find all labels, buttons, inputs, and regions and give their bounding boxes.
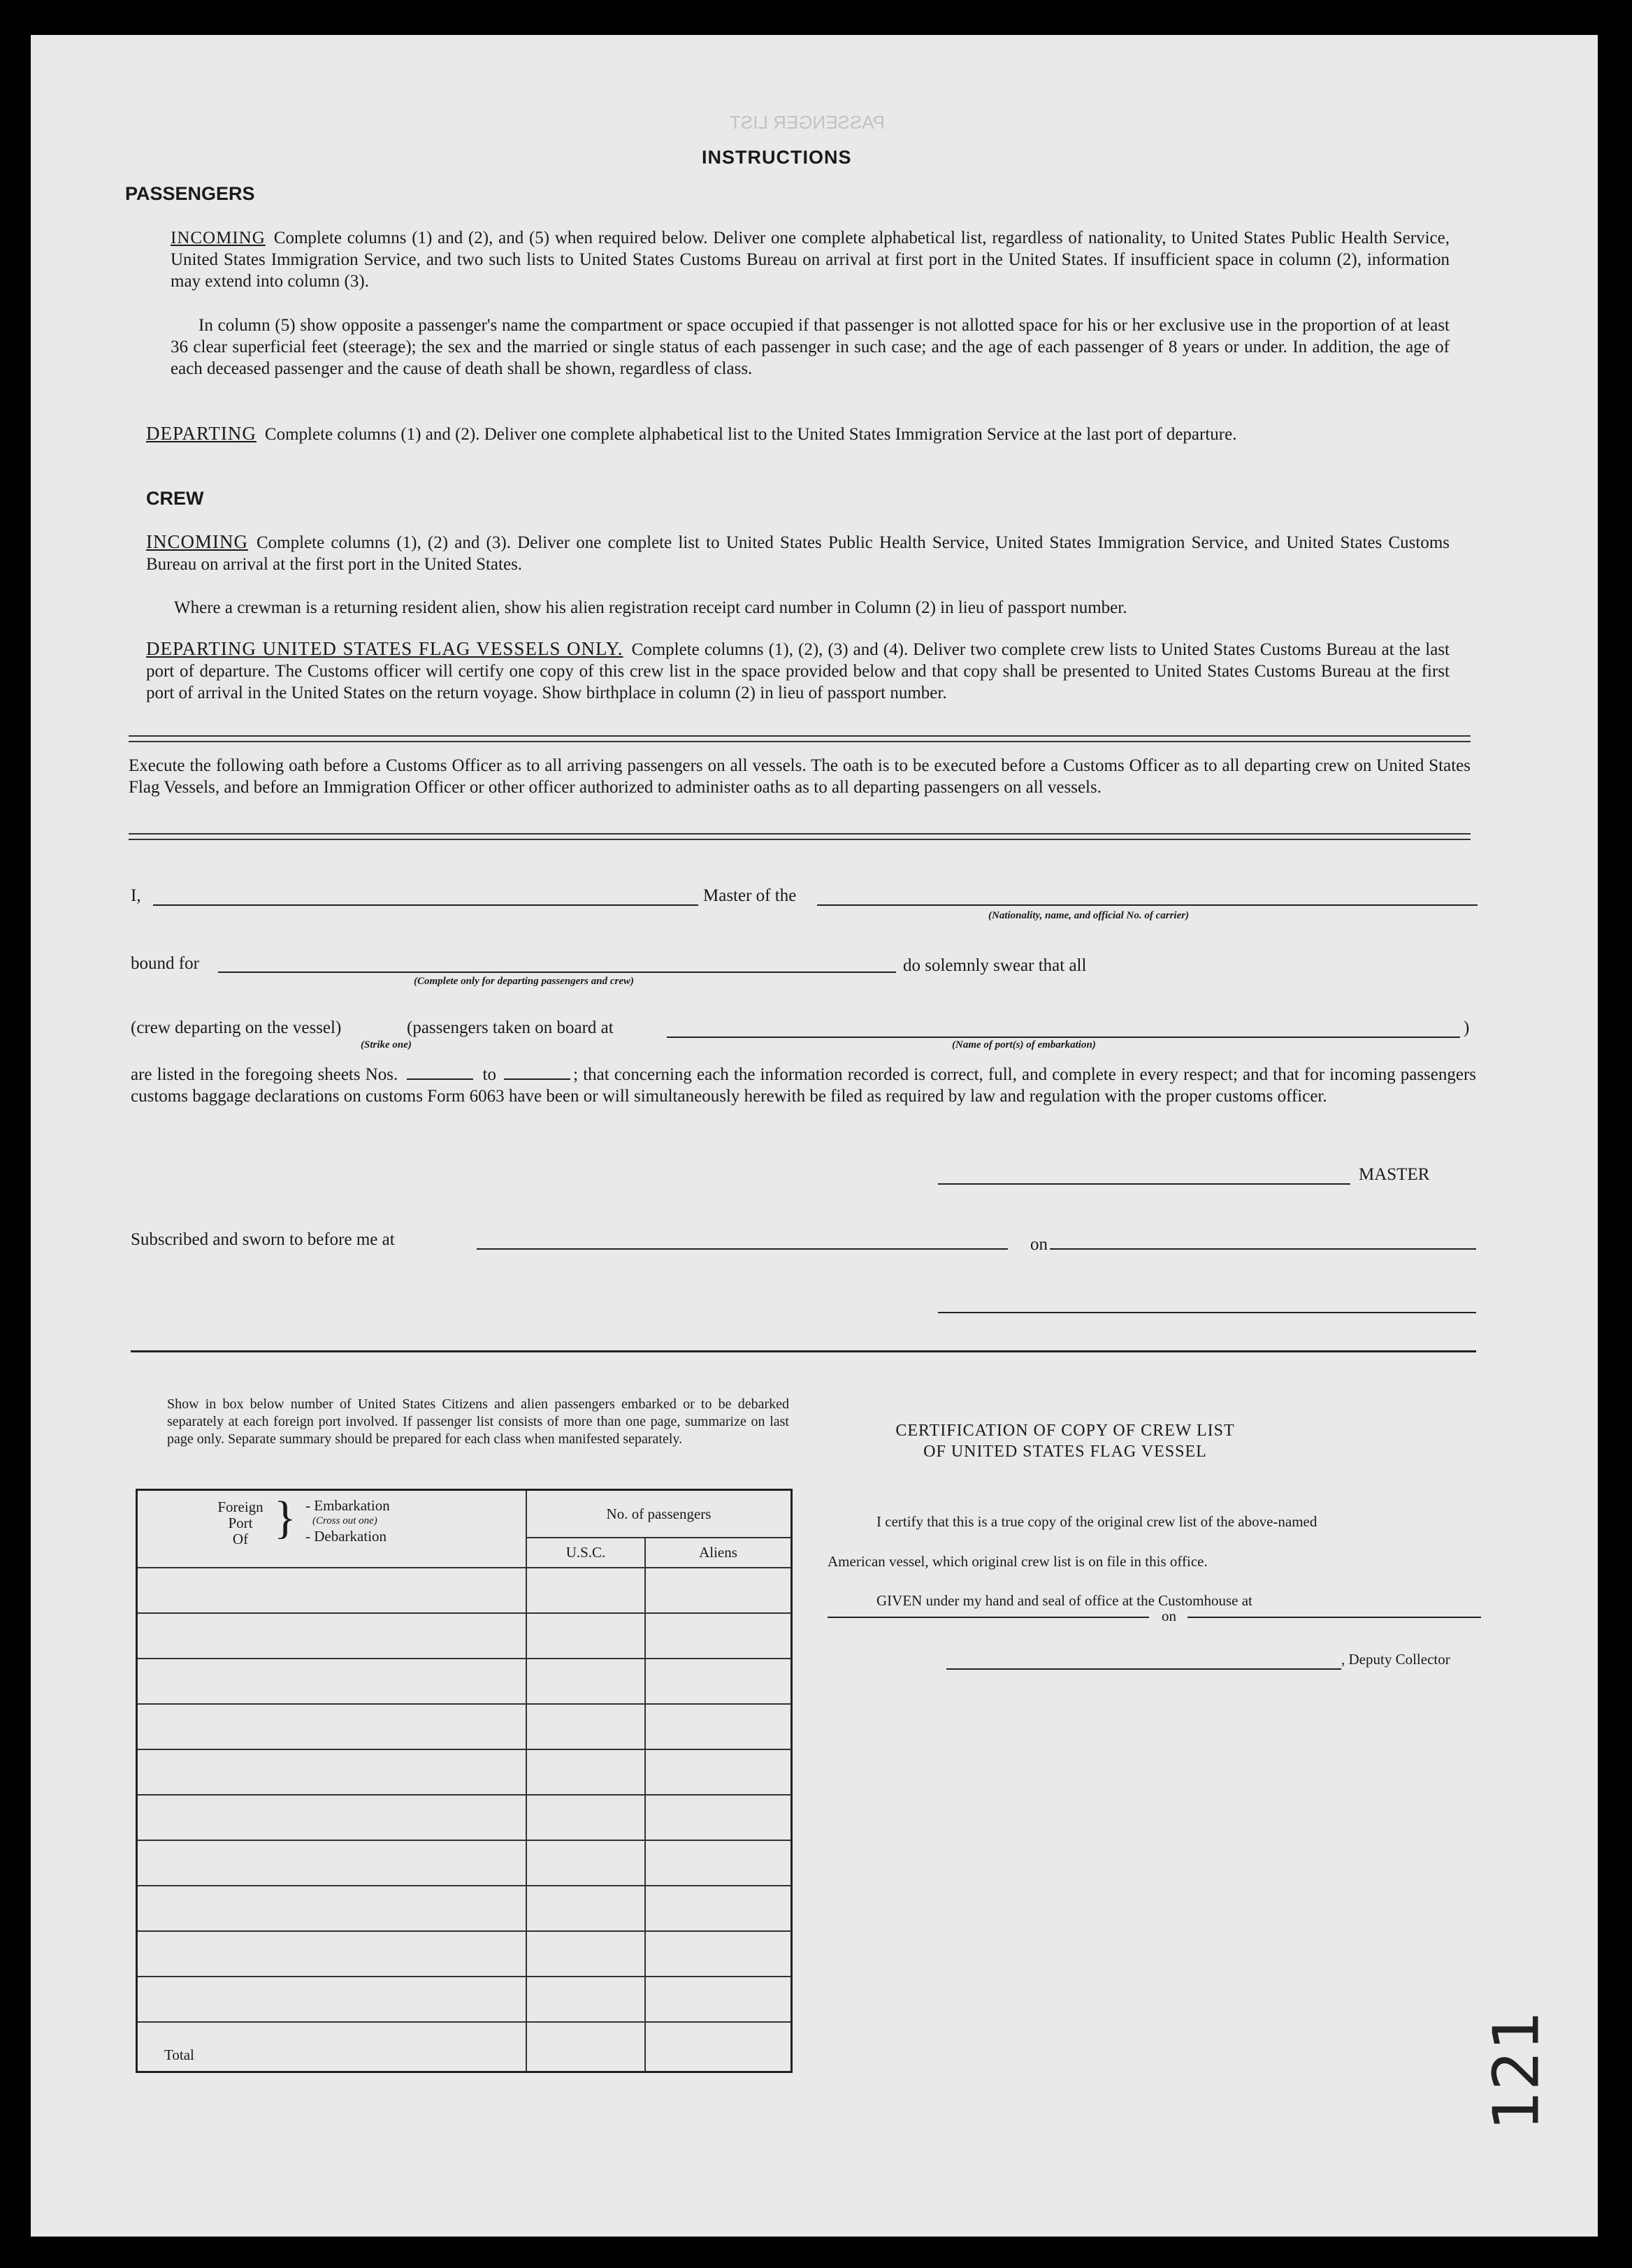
passenger-summary-table bbox=[136, 1489, 793, 2073]
aliens-header: Aliens bbox=[645, 1538, 792, 1567]
oath-i-label: I, bbox=[131, 886, 141, 905]
sheet-from-field[interactable] bbox=[407, 1078, 473, 1080]
port-cell[interactable] bbox=[137, 1886, 527, 1931]
table-row bbox=[137, 1886, 792, 1931]
bleed-through-stamp: PASSENGER LIST bbox=[730, 112, 886, 133]
sworn-date-field[interactable] bbox=[1050, 1248, 1476, 1250]
port-cell[interactable] bbox=[137, 1931, 527, 1977]
port-cell[interactable] bbox=[137, 1749, 527, 1795]
usc-cell[interactable] bbox=[526, 1977, 645, 2022]
close-paren: ) bbox=[1464, 1018, 1470, 1037]
carrier-caption: (Nationality, name, and official No. of carrier) bbox=[988, 910, 1190, 921]
bound-for-field[interactable] bbox=[218, 972, 896, 973]
total-usc-cell[interactable] bbox=[526, 2022, 645, 2072]
table-row bbox=[137, 1659, 792, 1704]
total-row bbox=[137, 2022, 792, 2072]
passengers-incoming-text: Complete columns (1) and (2), and (5) when required below. Deliver one complete alphabetical list, regardless of nationality, to United States Public Health Service, United States Immigration Service, and two such lists to United States Customs Bureau on arrival at first port in the United States. If insufficient space in column (2), information may extend into column (3). bbox=[171, 229, 1450, 291]
aliens-cell[interactable] bbox=[645, 1931, 792, 1977]
of-label: Of bbox=[232, 1531, 249, 1547]
certification-title bbox=[862, 1420, 1268, 1462]
crew-incoming-label: INCOMING bbox=[146, 531, 248, 552]
oath-intro: Execute the following oath before a Customs Officer as to all arriving passengers on all vessels. The oath is to be executed before a Customs Officer as to all departing crew on United States Flag Vessels, and before an Immigration Officer or other officer authorized to administer oaths as to all departing passengers on all vessels. bbox=[129, 756, 1471, 797]
swear-label: do solemnly swear that all bbox=[903, 956, 1087, 975]
aliens-cell[interactable] bbox=[645, 1568, 792, 1613]
master-of-label: Master of the bbox=[703, 886, 797, 905]
table-row bbox=[137, 1568, 792, 1613]
table-row bbox=[137, 1931, 792, 1977]
crew-departing-label: DEPARTING UNITED STATES FLAG VESSELS ONLY. bbox=[146, 638, 623, 659]
passengers-taken-option: (passengers taken on board at bbox=[407, 1018, 614, 1037]
summary-instructions: Show in box below number of United States Citizens and alien passengers embarked or to be debarked separately at each foreign port involved. If passenger list consists of more than one page, summarize on last page only. Separate summary should be prepared for each class when manifested separately. bbox=[167, 1396, 789, 1447]
port-cell[interactable] bbox=[137, 1613, 527, 1659]
debarkation-label: - Debarkation bbox=[305, 1528, 387, 1545]
embarkation-port-field[interactable] bbox=[667, 1037, 1460, 1038]
passengers-column5-text: In column (5) show opposite a passenger's name the compartment or space occupied if that passenger is not allotted space for his or her exclusive use in the proportion of at least 36 clear superficial feet (steerage); the sex and the married or single status of each passenger in such case; and the age of each passenger of 8 years or under. In addition, the age of each deceased passenger and the cause of death shall be shown, regardless of class. bbox=[171, 316, 1450, 378]
certification-title-line2: OF UNITED STATES FLAG VESSEL bbox=[923, 1443, 1207, 1461]
usc-cell[interactable] bbox=[526, 1749, 645, 1795]
passengers-departing-label: DEPARTING bbox=[146, 423, 257, 444]
aliens-cell[interactable] bbox=[645, 1659, 792, 1704]
port-caption: (Name of port(s) of embarkation) bbox=[952, 1039, 1096, 1050]
table-row bbox=[137, 1977, 792, 2022]
subscribed-label: Subscribed and sworn to before me at bbox=[131, 1230, 395, 1249]
usc-cell[interactable] bbox=[526, 1886, 645, 1931]
divider-rule bbox=[129, 735, 1471, 737]
foreign-label: Foreign bbox=[217, 1498, 263, 1515]
table-row bbox=[137, 1613, 792, 1659]
listed-to: to bbox=[482, 1065, 496, 1084]
certification-on-label: on bbox=[1162, 1608, 1176, 1624]
usc-cell[interactable] bbox=[526, 1795, 645, 1840]
crew-departing-paragraph bbox=[146, 638, 1450, 704]
passengers-departing-paragraph bbox=[146, 423, 1450, 445]
table-row bbox=[137, 1795, 792, 1840]
usc-cell[interactable] bbox=[526, 1613, 645, 1659]
aliens-cell[interactable] bbox=[645, 1795, 792, 1840]
port-label: Port bbox=[228, 1515, 253, 1531]
port-cell[interactable] bbox=[137, 1568, 527, 1613]
total-aliens-cell[interactable] bbox=[645, 2022, 792, 2072]
master-name-field[interactable] bbox=[153, 904, 698, 906]
table-row bbox=[137, 1840, 792, 1886]
crew-incoming-paragraph bbox=[146, 531, 1450, 575]
port-cell[interactable] bbox=[137, 1840, 527, 1886]
no-of-passengers-header: No. of passengers bbox=[526, 1490, 792, 1538]
deputy-collector-label: , Deputy Collector bbox=[1341, 1651, 1450, 1668]
table-row bbox=[137, 1749, 792, 1795]
certification-title-line1: CERTIFICATION OF COPY OF CREW LIST bbox=[895, 1422, 1235, 1440]
crew-departing-text: Complete columns (1), (2), (3) and (4). Deliver two complete crew lists to United States Customs Bureau at the last port of departure. The Customs officer will certify one copy of this crew list in the space provided below and that copy shall be presented to United States Customs Bureau at the first port of arrival in the United States on the return voyage. Show birthplace in column (2) in lieu of passport number. bbox=[146, 640, 1450, 702]
passengers-incoming-label: INCOMING bbox=[171, 229, 266, 247]
aliens-cell[interactable] bbox=[645, 1886, 792, 1931]
usc-header: U.S.C. bbox=[526, 1538, 645, 1567]
deputy-collector-signature-field[interactable] bbox=[946, 1668, 1341, 1670]
carrier-field[interactable] bbox=[817, 904, 1478, 906]
crew-heading: CREW bbox=[146, 488, 204, 509]
certify-line2: American vessel, which original crew list is on file in this office. bbox=[828, 1553, 1208, 1570]
certify-line1: I certify that this is a true copy of the original crew list of the above-named bbox=[876, 1513, 1317, 1530]
page-title: INSTRUCTIONS bbox=[702, 147, 852, 168]
listed-text-2: ; that concerning each the information recorded is correct, full, and complete in every respect; and that for incoming passengers customs baggage declarations on customs Form 6063 have been or will simultaneously herewith be filed as required by law and regulation with the proper customs officer. bbox=[131, 1065, 1477, 1106]
usc-cell[interactable] bbox=[526, 1931, 645, 1977]
crew-departing-option: (crew departing on the vessel) bbox=[131, 1018, 342, 1037]
port-cell[interactable] bbox=[137, 1795, 527, 1840]
given-line: GIVEN under my hand and seal of office at the Customhouse at bbox=[876, 1592, 1252, 1609]
aliens-cell[interactable] bbox=[645, 1704, 792, 1749]
embarkation-label: - Embarkation bbox=[305, 1497, 390, 1514]
crew-alien-paragraph: Where a crewman is a returning resident alien, show his alien registration receipt card number in Column (2) in lieu of passport number. bbox=[174, 598, 1127, 617]
strike-one-caption: (Strike one) bbox=[361, 1039, 412, 1050]
master-label: MASTER bbox=[1359, 1165, 1430, 1184]
sworn-on-label: on bbox=[1030, 1235, 1048, 1254]
brace-icon: } bbox=[274, 1492, 296, 1543]
port-cell[interactable] bbox=[137, 1704, 527, 1749]
sheet-to-field[interactable] bbox=[504, 1078, 570, 1080]
customhouse-field[interactable] bbox=[828, 1617, 1149, 1618]
passengers-departing-text: Complete columns (1) and (2). Deliver one complete alphabetical list to the United States Immigration Service at the last port of departure. bbox=[264, 425, 1237, 444]
passengers-heading: PASSENGERS bbox=[125, 183, 255, 204]
listed-paragraph bbox=[131, 1064, 1476, 1107]
usc-cell[interactable] bbox=[526, 1704, 645, 1749]
crew-incoming-text: Complete columns (1), (2) and (3). Deliver one complete list to United States Public Health Service, United States Immigration Service, and United States Customs Bureau on arrival at the first port in the United States. bbox=[146, 533, 1450, 574]
usc-cell[interactable] bbox=[526, 1568, 645, 1613]
table-row bbox=[137, 1704, 792, 1749]
usc-cell[interactable] bbox=[526, 1840, 645, 1886]
sworn-place-field[interactable] bbox=[477, 1248, 1008, 1250]
certification-date-field[interactable] bbox=[1187, 1617, 1481, 1618]
aliens-cell[interactable] bbox=[645, 1840, 792, 1886]
bound-for-caption: (Complete only for departing passengers and crew) bbox=[414, 976, 634, 987]
master-signature-field[interactable] bbox=[938, 1183, 1350, 1185]
aliens-cell[interactable] bbox=[645, 1977, 792, 2022]
aliens-cell[interactable] bbox=[645, 1613, 792, 1659]
port-cell[interactable] bbox=[137, 1659, 527, 1704]
total-label: Total bbox=[137, 2022, 527, 2072]
officer-signature-field[interactable] bbox=[938, 1312, 1476, 1313]
aliens-cell[interactable] bbox=[645, 1749, 792, 1795]
passengers-column5-paragraph bbox=[171, 315, 1450, 380]
usc-cell[interactable] bbox=[526, 1659, 645, 1704]
port-header-cell bbox=[137, 1490, 527, 1568]
listed-text-1: are listed in the foregoing sheets Nos. bbox=[131, 1065, 398, 1084]
divider-rule bbox=[129, 741, 1471, 742]
divider-rule bbox=[129, 833, 1471, 835]
divider-rule bbox=[129, 839, 1471, 840]
port-cell[interactable] bbox=[137, 1977, 527, 2022]
document-page bbox=[31, 35, 1598, 2237]
handwritten-page-number: 121 bbox=[1480, 2010, 1554, 2131]
cross-out-caption: (Cross out one) bbox=[312, 1515, 377, 1526]
bound-for-label: bound for bbox=[131, 954, 199, 973]
passengers-incoming-paragraph bbox=[171, 227, 1450, 292]
divider-rule bbox=[131, 1350, 1476, 1352]
